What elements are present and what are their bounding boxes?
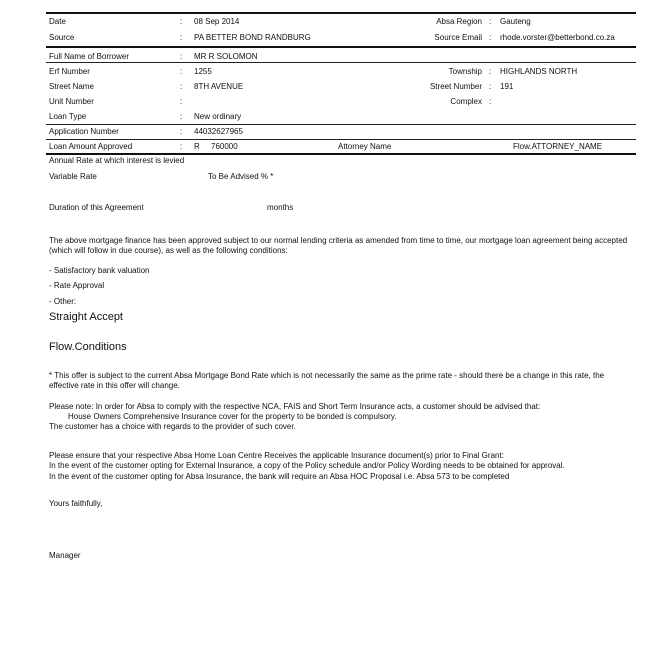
please-note-line: Please note: In order for Absa to comply with the respective NCA, FAIS and Short Term Insurance acts, a customer should be advised that: <box>49 402 541 411</box>
email-value: rhode.vorster@betterbond.co.za <box>500 33 615 42</box>
application-number-value: 44032627965 <box>194 127 243 136</box>
header-divider <box>46 46 636 48</box>
region-value: Gauteng <box>500 17 531 26</box>
straight-accept: Straight Accept <box>49 311 123 323</box>
street-value: 8TH AVENUE <box>194 82 244 91</box>
signature-title: Manager <box>49 551 81 560</box>
annual-rate-label: Annual Rate at which interest is levied <box>49 156 185 165</box>
borrower-name-label: Full Name of Borrower <box>49 52 130 61</box>
duration-unit: months <box>267 203 294 212</box>
loan-amount-label: Loan Amount Approved <box>49 142 133 151</box>
loan-amount-currency: R <box>194 142 200 151</box>
loan-type-value: New ordinary <box>194 112 242 121</box>
duration-label: Duration of this Agreement <box>49 203 144 212</box>
top-border <box>46 12 636 14</box>
variable-rate-value: To Be Advised % * <box>208 172 274 181</box>
closing-salutation: Yours faithfully, <box>49 499 103 508</box>
colon: : <box>180 33 183 42</box>
source-value: PA BETTER BOND RANDBURG <box>194 33 311 42</box>
colon: : <box>489 97 492 106</box>
street-label: Street Name <box>49 82 94 91</box>
email-label: Source Email <box>434 33 482 42</box>
colon: : <box>180 97 183 106</box>
absa-insurance-line: In the event of the customer opting for Absa Insurance, the bank will require an Absa HOC Proposal i.e. Absa 573 to be completed <box>49 472 510 481</box>
township-label: Township <box>448 67 482 76</box>
borrower-divider <box>46 153 636 155</box>
street-number-label: Street Number <box>429 82 482 91</box>
ensure-line: Please ensure that your respective Absa Home Loan Centre Receives the applicable Insurance document(s) prior to Final Grant: <box>49 451 504 460</box>
erf-label: Erf Number <box>49 67 90 76</box>
township-value: HIGHLANDS NORTH <box>500 67 578 76</box>
colon: : <box>489 82 492 91</box>
row-divider <box>46 62 636 63</box>
region-label: Absa Region <box>436 17 482 26</box>
flow-conditions: Flow.Conditions <box>49 341 127 353</box>
external-insurance-line: In the event of the customer opting for External Insurance, a copy of the Policy schedule and/or Policy Wording needs to be obtained for approval. <box>49 461 565 470</box>
variable-rate-label: Variable Rate <box>49 172 97 181</box>
condition-item: - Other: <box>49 297 77 306</box>
colon: : <box>180 67 183 76</box>
erf-value: 1255 <box>194 67 212 76</box>
row-divider <box>46 124 636 125</box>
colon: : <box>489 17 492 26</box>
loan-type-label: Loan Type <box>49 112 87 121</box>
provider-choice-line: The customer has a choice with regards to the provider of such cover. <box>49 422 296 431</box>
colon: : <box>489 67 492 76</box>
date-label: Date <box>49 17 66 26</box>
application-number-label: Application Number <box>49 127 119 136</box>
borrower-name-value: MR R SOLOMON <box>194 52 258 61</box>
approval-paragraph: The above mortgage finance has been approved subject to our normal lending criteria as amended from time to time, our mortgage loan agreement being accepted (which will follow in due course), as well as the following conditions: <box>49 236 628 255</box>
street-number-value: 191 <box>500 82 514 91</box>
colon: : <box>180 17 183 26</box>
colon: : <box>180 127 183 136</box>
unit-label: Unit Number <box>49 97 94 106</box>
insurance-compulsory-line: House Owners Comprehensive Insurance cover for the property to be bonded is compulsory. <box>68 412 397 421</box>
colon: : <box>180 112 183 121</box>
condition-item: - Satisfactory bank valuation <box>49 266 150 275</box>
prime-rate-note: * This offer is subject to the current Absa Mortgage Bond Rate which is not necessarily the same as the prime rate - should there be a change in this rate, the effective rate in this offer will change. <box>49 371 605 390</box>
complex-label: Complex <box>450 97 482 106</box>
colon: : <box>180 52 183 61</box>
attorney-label: Attorney Name <box>338 142 392 151</box>
date-value: 08 Sep 2014 <box>194 17 240 26</box>
colon: : <box>180 82 183 91</box>
colon: : <box>180 142 183 151</box>
loan-amount-value: 760000 <box>211 142 238 151</box>
source-label: Source <box>49 33 75 42</box>
attorney-value: Flow.ATTORNEY_NAME <box>513 142 603 151</box>
row-divider <box>46 139 636 140</box>
colon: : <box>489 33 492 42</box>
condition-item: - Rate Approval <box>49 281 105 290</box>
